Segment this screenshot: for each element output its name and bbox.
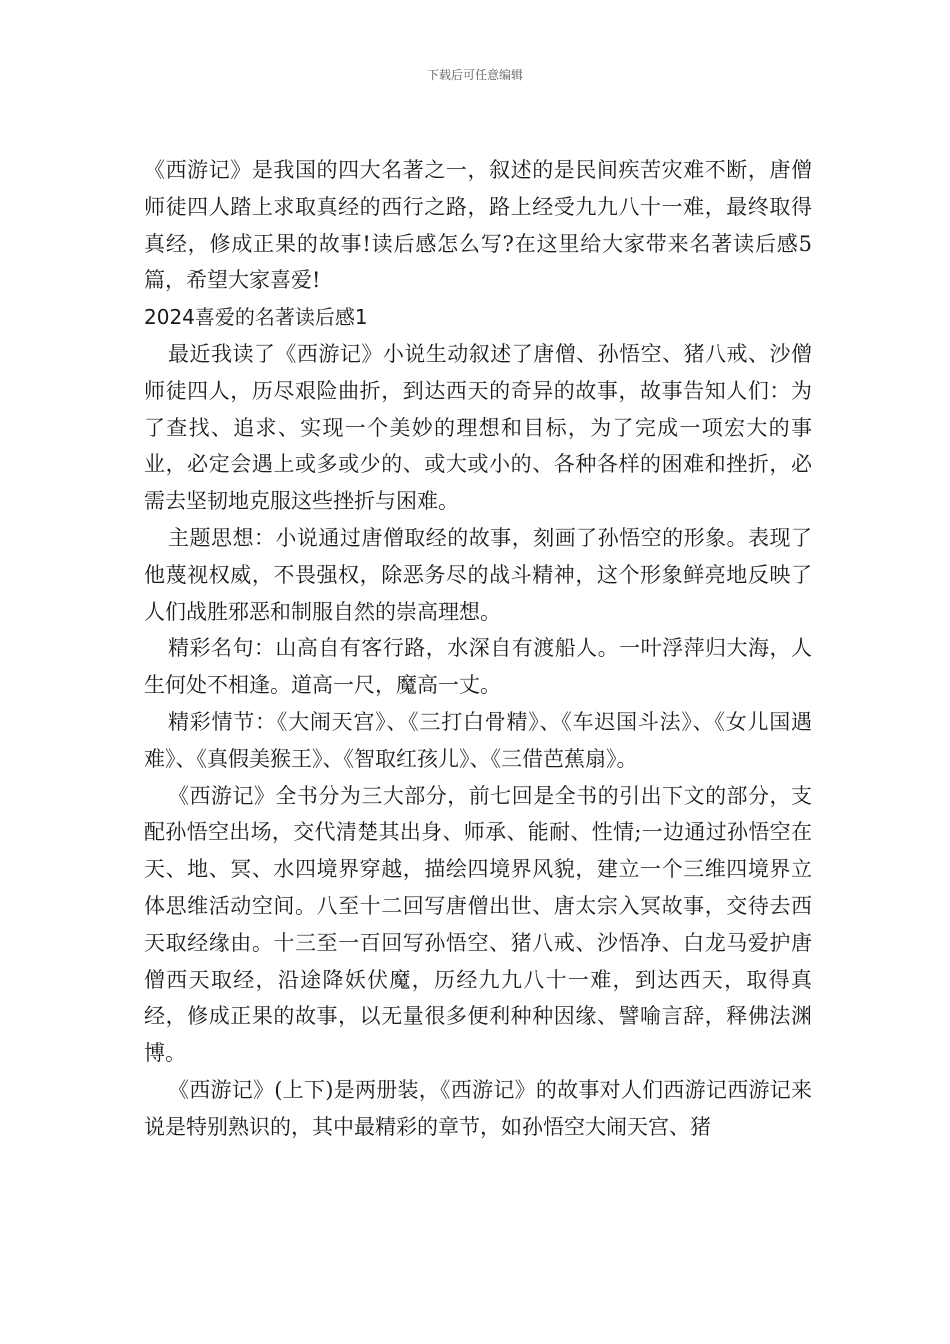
section-title: 2024喜爱的名著读后感1 [144,305,368,330]
body-paragraph: 精彩名句：山高自有客行路，水深自有渡船人。一叶浮萍归大海，人生何处不相逢。道高一尺，魔高一丈。 [144,636,812,698]
body-paragraph: 最近我读了《西游记》小说生动叙述了唐僧、孙悟空、猪八戒、沙僧师徒四人，历尽艰险曲折，到达西天的奇异的故事，故事告知人们：为了查找、追求、实现一个美妙的理想和目标，为了完成一项宏大的事业，必定会遇上或多或少的、或大或小的、各种各样的困难和挫折，必需去坚韧地克服这些挫折与困难。 [144,341,812,514]
body-paragraph: 精彩情节：《大闹天宫》、《三打白骨精》、《车迟国斗法》、《女儿国遇难》、《真假美猴王》、《智取红孩儿》、《三借芭蕉扇》。 [144,709,812,771]
header-note: 下载后可任意编辑 [426,68,523,82]
body-paragraph: 《西游记》全书分为三大部分，前七回是全书的引出下文的部分，支配孙悟空出场，交代清楚其出身、师承、能耐、性情;一边通过孙悟空在天、地、冥、水四境界穿越，描绘四境界风貌，建立一个三维四境界立体思维活动空间。八至十二回写唐僧出世、唐太宗入冥故事，交待去西天取经缘由。十三至一百回写孙悟空、猪八戒、沙悟净、白龙马爱护唐僧西天取经，沿途降妖伏魔，历经九九八十一难，到达西天，取得真经，修成正果的故事，以无量很多便利种种因缘、譬喻言辞，释佛法渊博。 [144,783,812,1066]
body-paragraph: 主题思想：小说通过唐僧取经的故事，刻画了孙悟空的形象。表现了他蔑视权威，不畏强权，除恶务尽的战斗精神，这个形象鲜亮地反映了人们战胜邪恶和制服自然的崇高理想。 [144,525,812,624]
body-paragraph: 《西游记》(上下)是两册装，《西游记》的故事对人们西游记西游记来说是特别熟识的，其中最精彩的章节，如孙悟空大闹天宫、猪 [144,1077,812,1139]
document-body [144,152,812,1146]
intro-paragraph: 《西游记》是我国的四大名著之一，叙述的是民间疾苦灾难不断，唐僧师徒四人踏上求取真经的西行之路，路上经受九九八十一难，最终取得真经，修成正果的故事!读后感怎么写?在这里给大家带来名著读后感5篇，希望大家喜爱! [144,158,812,293]
